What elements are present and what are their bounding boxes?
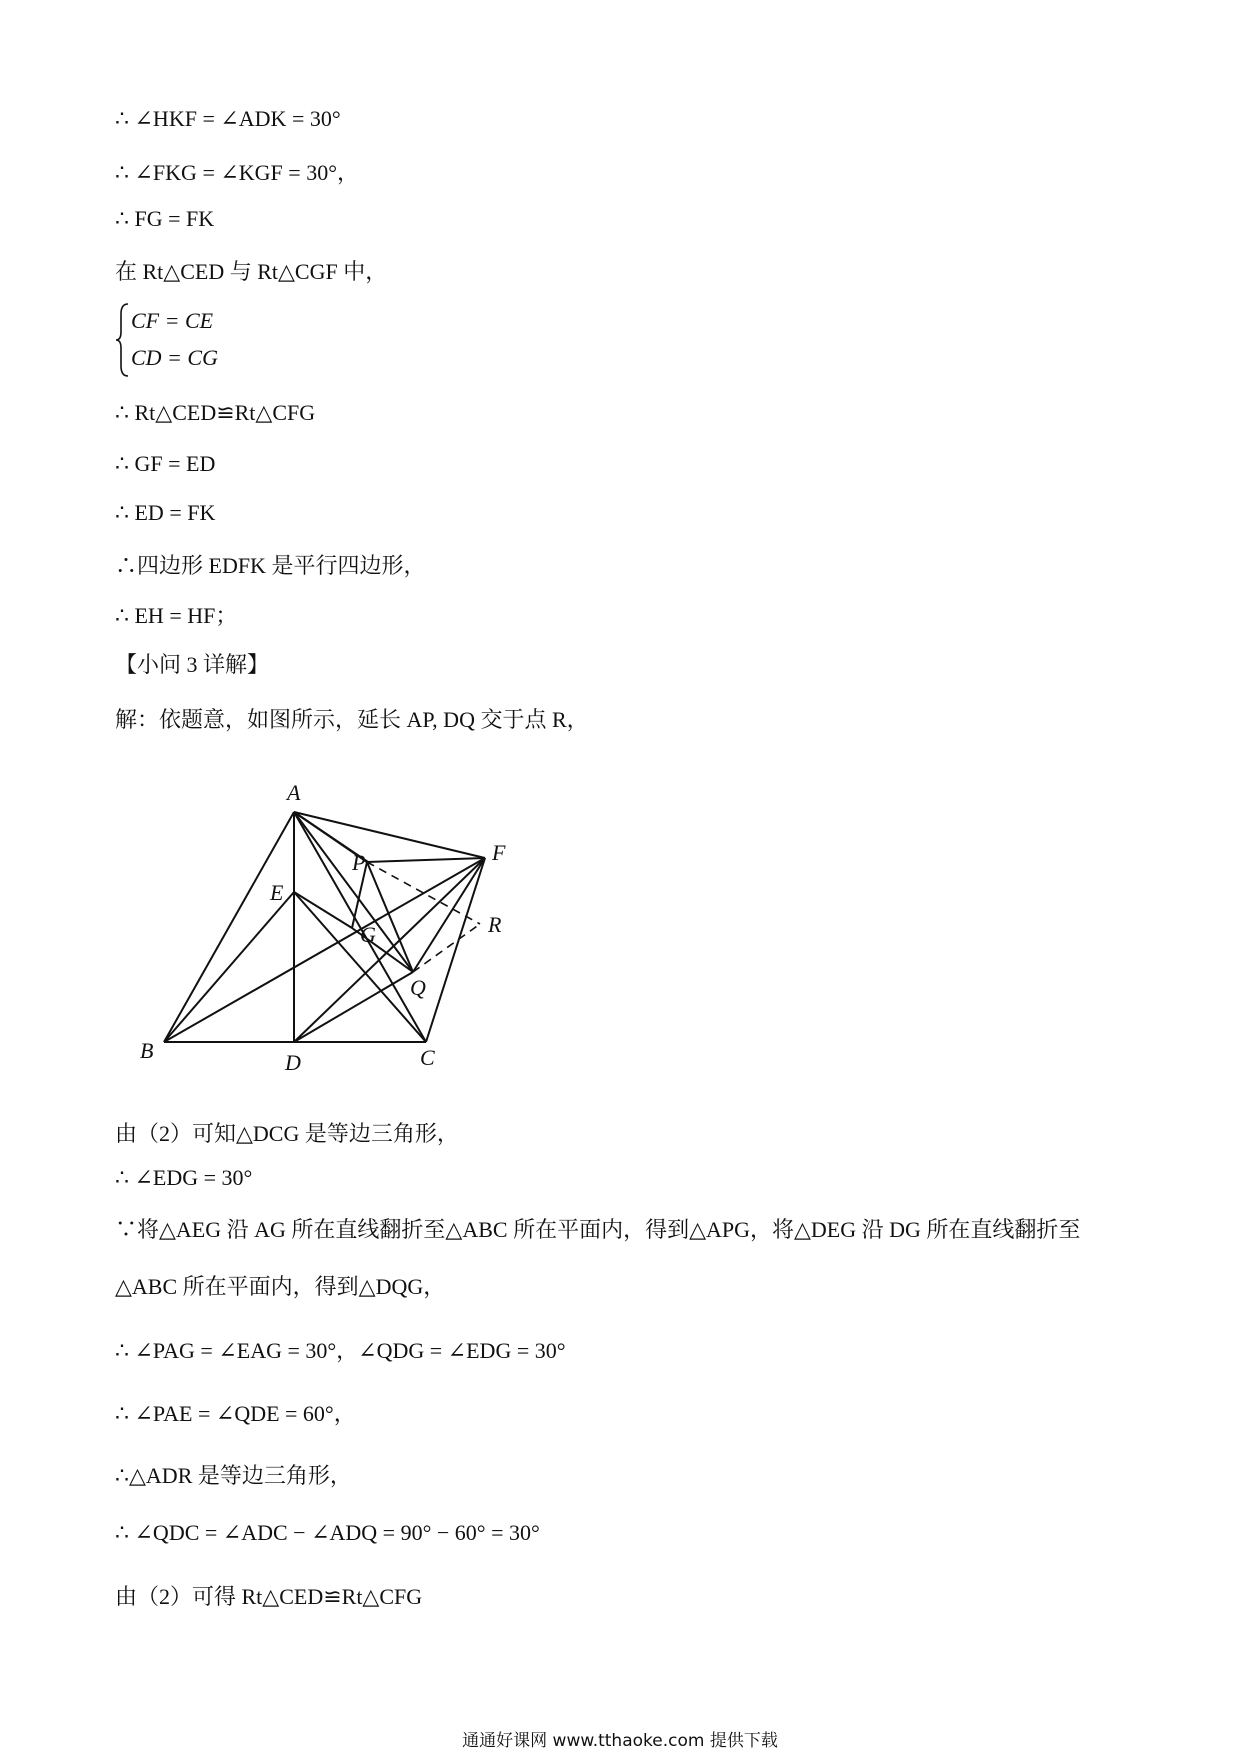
label-a: A xyxy=(287,780,301,805)
text-line-14: △ABC 所在平面内，得到△DQG， xyxy=(115,1274,446,1299)
text-line-3: ∴ FG = FK xyxy=(115,206,215,231)
label-f: F xyxy=(492,840,506,865)
text-line-9: ∴ EH = HF； xyxy=(115,603,238,628)
label-r: R xyxy=(488,912,502,937)
left-brace xyxy=(115,300,131,380)
label-b: B xyxy=(140,1038,154,1063)
text-line-12: ∴ ∠EDG = 30° xyxy=(115,1165,253,1190)
text-line-5: ∴ Rt△CED≌Rt△CFG xyxy=(115,400,316,425)
text-line-4: 在 Rt△CED 与 Rt△CGF 中， xyxy=(115,259,388,284)
label-q: Q xyxy=(410,975,426,1000)
label-c: C xyxy=(420,1045,435,1070)
equation-system xyxy=(115,300,315,380)
text-line-16: ∴ ∠PAE = ∠QDE = 60°， xyxy=(115,1401,356,1426)
text-line-6: ∴ GF = ED xyxy=(115,451,216,476)
text-line-10: 解：依题意，如图所示，延长 AP, DQ 交于点 R， xyxy=(115,707,589,732)
label-e: E xyxy=(270,880,284,905)
text-line-13: ∵将△AEG 沿 AG 所在直线翻折至△ABC 所在平面内，得到△APG，将△DEG 沿 DG 所在直线翻折至 xyxy=(115,1217,1081,1242)
label-p: P xyxy=(352,850,366,875)
equation-1: CF = CE xyxy=(131,308,214,333)
page-footer: 通通好课网 www.tthaoke.com 提供下载 xyxy=(462,1731,778,1751)
geometry-figure xyxy=(130,780,550,1085)
section-heading: 【小问 3 详解】 xyxy=(115,652,270,677)
text-line-19: 由（2）可得 Rt△CED≌Rt△CFG xyxy=(115,1584,423,1609)
equation-2: CD = CG xyxy=(131,345,218,370)
text-line-2: ∴ ∠FKG = ∠KGF = 30°， xyxy=(115,160,359,185)
text-line-7: ∴ ED = FK xyxy=(115,500,216,525)
text-line-1: ∴ ∠HKF = ∠ADK = 30° xyxy=(115,106,341,131)
label-g: G xyxy=(360,922,376,947)
text-line-17: ∴△ADR 是等边三角形， xyxy=(115,1463,352,1488)
text-line-11: 由（2）可知△DCG 是等边三角形， xyxy=(115,1121,459,1146)
text-line-8: ∴四边形 EDFK 是平行四边形， xyxy=(115,553,426,578)
label-d: D xyxy=(285,1050,301,1075)
text-line-18: ∴ ∠QDC = ∠ADC − ∠ADQ = 90° − 60° = 30° xyxy=(115,1520,540,1545)
geometry-diagram xyxy=(130,780,550,1080)
text-line-15: ∴ ∠PAG = ∠EAG = 30°，∠QDG = ∠EDG = 30° xyxy=(115,1338,566,1363)
